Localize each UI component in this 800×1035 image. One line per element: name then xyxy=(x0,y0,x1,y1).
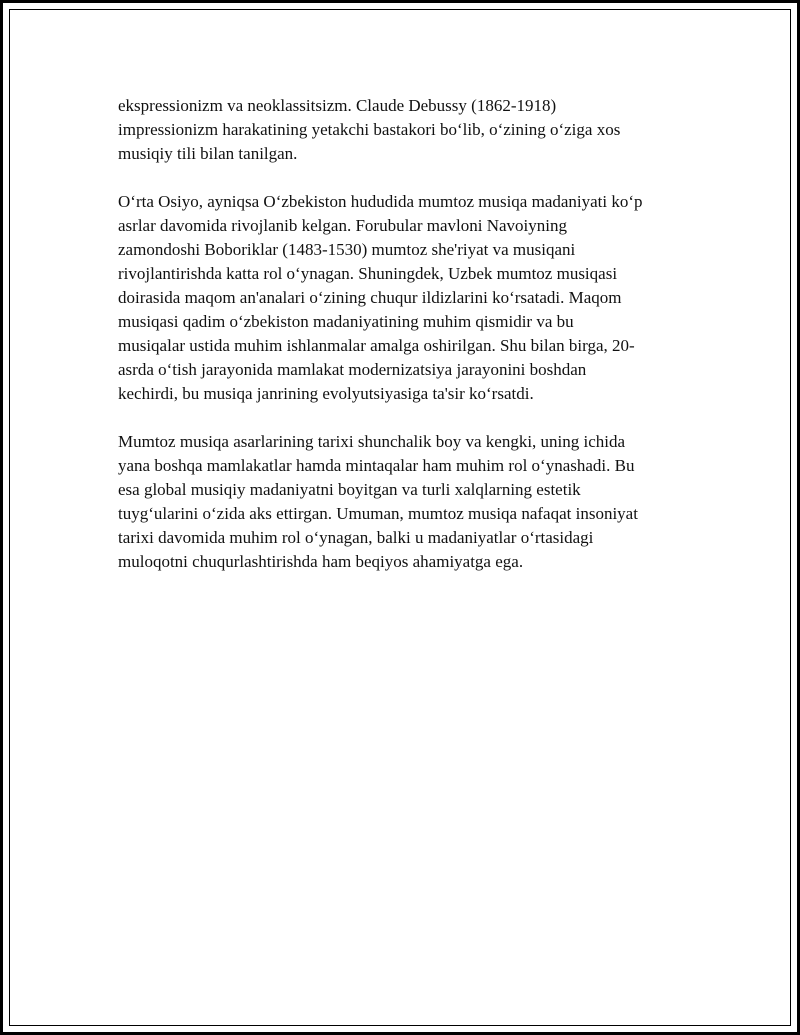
paragraph-2: O‘rta Osiyo, ayniqsa O‘zbekiston hududida mumtoz musiqa madaniyati ko‘p asrlar davomida rivojlanib kelgan. Forubular mavloni Navoiyning zamondoshi Boboriklar (1483-1530) mumtoz she'riyat va musiqani rivojlantirishda katta rol o‘ynagan. Shuningdek, Uzbek mumtoz musiqasi doirasida maqom an'analari o‘zining chuqur ildizlarini ko‘rsatadi. Maqom musiqasi qadim o‘zbekiston madaniyatining muhim qismidir va bu musiqalar ustida muhim ishlanmalar amalga oshirilgan. Shu bilan birga, 20- asrda o‘tish jarayonida mamlakat modernizatsiya jarayonini boshdan kechirdi, bu musiqa janrining evolyutsiyasiga ta'sir ko‘rsatdi. xyxy=(118,192,643,403)
document-body xyxy=(118,94,698,598)
paragraph-1: ekspressionizm va neoklassitsizm. Claude Debussy (1862-1918) impressionizm harakatining yetakchi bastakori bo‘lib, o‘zining o‘ziga xos musiqiy tili bilan tanilgan. xyxy=(118,96,621,163)
paragraph-3: Mumtoz musiqa asarlarining tarixi shunchalik boy va kengki, uning ichida yana boshqa mamlakatlar hamda mintaqalar ham muhim rol o‘ynashadi. Bu esa global musiqiy madaniyatni boyitgan va turli xalqlarning estetik tuyg‘ularini o‘zida aks ettirgan. Umuman, mumtoz musiqa nafaqat insoniyat tarixi davomida muhim rol o‘ynagan, balki u madaniyatlar o‘rtasidagi muloqotni chuqurlashtirishda ham beqiyos ahamiyatga ega. xyxy=(118,432,638,571)
